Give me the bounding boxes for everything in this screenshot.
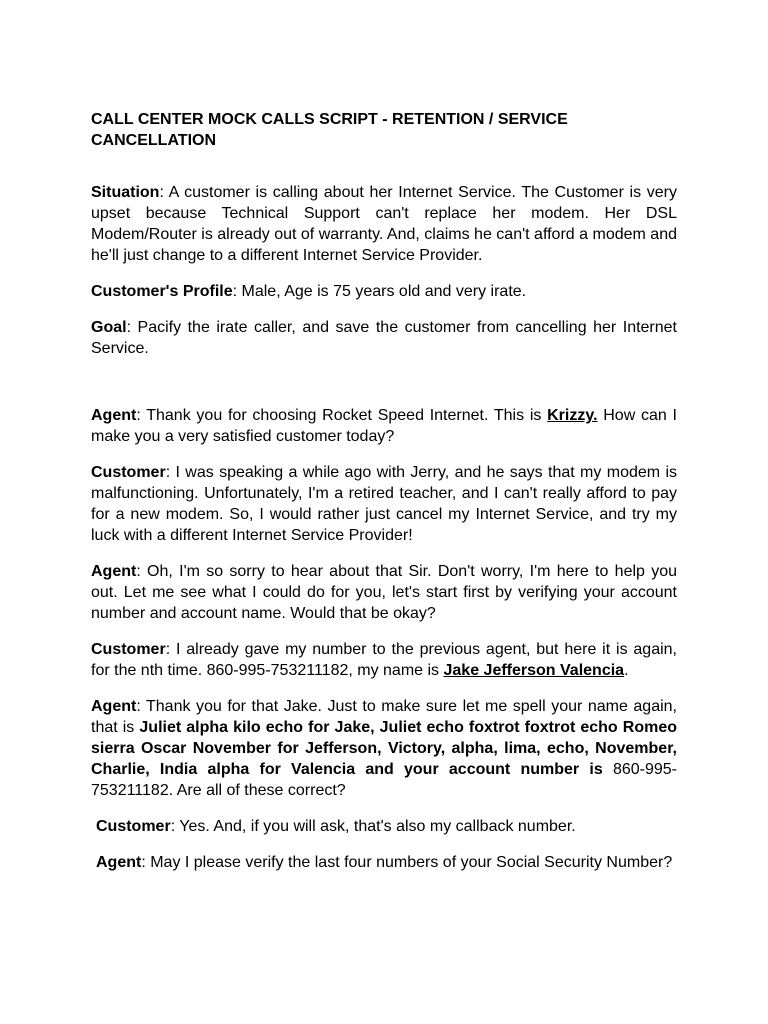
- dialogue-text: .: [624, 662, 629, 679]
- dialogue-line-customer-account: [91, 639, 677, 681]
- document-page: [91, 109, 677, 888]
- situation-text: : A customer is calling about her Internet Service. The Customer is very upset because Technical Support can't replace her modem. Her DSL Modem/Router is already out of warranty. And, claims he can't afford a modem and he'll just change to a different Internet Service Provider.: [91, 184, 677, 264]
- profile-paragraph: [91, 281, 677, 302]
- profile-text: : Male, Age is 75 years old and very irate.: [232, 283, 527, 300]
- dialogue-line-agent-spelling: [91, 696, 677, 801]
- speaker-label: Agent: [91, 407, 137, 424]
- dialogue-text: : I already gave my number to the previous agent, but here it is again, for the nth time. 860-995-753211182, my name is: [91, 641, 677, 679]
- document-title: CALL CENTER MOCK CALLS SCRIPT - RETENTION / SERVICE CANCELLATION: [91, 111, 568, 149]
- dialogue-line-agent-greeting: [91, 405, 677, 447]
- speaker-label: Customer: [96, 818, 171, 835]
- dialogue-line-agent-ssn: [91, 852, 677, 873]
- speaker-label: Agent: [96, 854, 142, 871]
- speaker-label: Customer: [91, 641, 166, 658]
- situation-label: Situation: [91, 184, 160, 201]
- goal-text: : Pacify the irate caller, and save the customer from cancelling her Internet Service.: [91, 319, 677, 357]
- dialogue-text: How can I make you a very satisfied customer today?: [91, 407, 677, 445]
- agent-name: Krizzy.: [547, 407, 598, 424]
- goal-label: Goal: [91, 319, 127, 336]
- dialogue-line-customer-confirm: [91, 816, 677, 837]
- dialogue-text: : Thank you for that Jake. Just to make sure let me spell your name again, that is: [91, 698, 677, 736]
- customer-name: Jake Jefferson Valencia: [443, 662, 625, 679]
- situation-paragraph: [91, 182, 677, 266]
- phonetic-spelling: Juliet alpha kilo echo for Jake, Juliet echo foxtrot foxtrot echo Romeo sierra Oscar November for Jefferson, Victory, alpha, lima, echo, November, Charlie, India alpha for Valencia and your account number is: [91, 719, 678, 778]
- goal-paragraph: [91, 317, 677, 359]
- profile-label: Customer's Profile: [91, 283, 233, 300]
- speaker-label: Agent: [91, 698, 137, 715]
- dialogue-text: 860-995-753211182. Are all of these correct?: [91, 761, 677, 799]
- dialogue-text: : Thank you for choosing Rocket Speed Internet. This is: [136, 407, 548, 424]
- dialogue-text: : Oh, I'm so sorry to hear about that Sir. Don't worry, I'm here to help you out. Let me see what I could do for you, let's start first by verifying your account number and account name. Would that be okay?: [91, 563, 677, 622]
- dialogue-line-customer-complaint: [91, 462, 677, 546]
- dialogue-text: : I was speaking a while ago with Jerry, and he says that my modem is malfunctioning. Unfortunately, I'm a retired teacher, and I can't really afford to pay for a new modem. So, I would rather just cancel my Internet Service, and try my luck with a different Internet Service Provider!: [91, 464, 677, 544]
- speaker-label: Agent: [91, 563, 137, 580]
- dialogue-text: : Yes. And, if you will ask, that's also my callback number.: [170, 818, 576, 835]
- dialogue-text: : May I please verify the last four numbers of your Social Security Number?: [141, 854, 673, 871]
- speaker-label: Customer: [91, 464, 166, 481]
- dialogue-line-agent-verify: [91, 561, 677, 624]
